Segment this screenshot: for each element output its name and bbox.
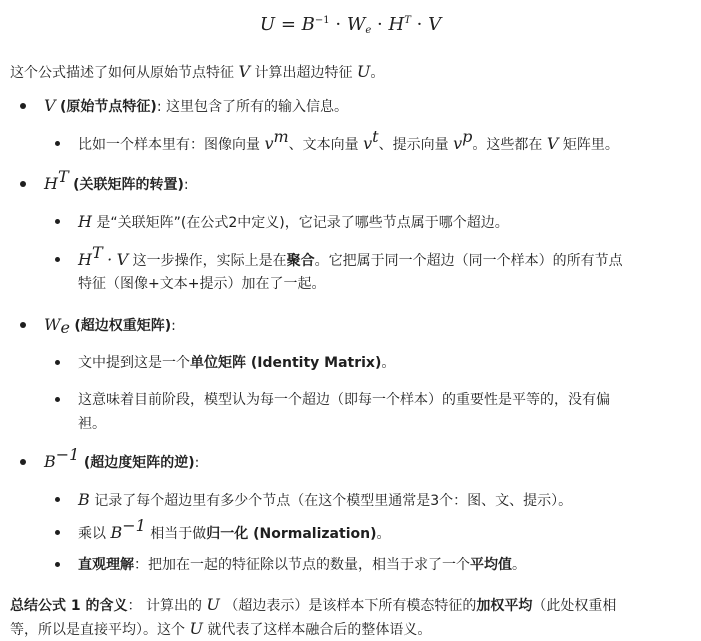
bullet <box>55 562 60 567</box>
bullet <box>20 103 26 109</box>
list-item-we-sub2 <box>78 390 610 410</box>
list-item-ht-sub1 <box>78 212 509 233</box>
intro-text-3: 。 <box>370 65 385 81</box>
text: 这一步操作，实际上是在 <box>132 253 287 269</box>
text: 。它把属于同一个超边（同一个样本）的所有节点 <box>314 253 623 269</box>
bullet <box>55 497 60 502</box>
text: 是“关联矩阵”(在公式2中定义)，它记录了哪些节点属于哪个超边。 <box>96 215 509 231</box>
text: 这意味着目前阶段，模型认为每一个超边（即每一个样本）的重要性是平等的，没有偏 <box>78 392 610 408</box>
text: 记录了每个超边里有多少个节点（在这个模型里通常是3个：图、文、提示）。 <box>94 493 573 509</box>
v-title: (原始节点特征) <box>60 99 157 115</box>
v-t-symbol: v <box>363 134 373 153</box>
list-item-binv-sub3 <box>78 555 526 575</box>
text: （超边表示）是该样本下所有模态特征的 <box>224 598 477 614</box>
list-item-we-sub2-cont <box>78 414 106 434</box>
text: ： 计算出的 <box>127 598 202 614</box>
binv-title: (超边度矩阵的逆) <box>83 455 195 471</box>
text: : <box>171 318 176 334</box>
formula-dot-3: · <box>416 14 423 35</box>
u-symbol: U <box>206 595 220 614</box>
formula-w: W <box>346 14 366 35</box>
v-p-sup: p <box>462 127 473 146</box>
formula-h-sup: T <box>404 15 411 26</box>
ht-sup: T <box>57 167 69 186</box>
b-sup: −1 <box>122 516 146 535</box>
u-symbol: U <box>189 619 203 638</box>
intro-v: V <box>238 62 251 81</box>
formula-dot-1: · <box>335 14 342 35</box>
v-symbol: V <box>44 96 56 115</box>
list-item-ht <box>44 167 189 195</box>
bullet <box>55 219 60 224</box>
list-item-binv <box>44 445 200 473</box>
we-symbol: W <box>44 315 61 334</box>
v-desc: : 这里包含了所有的输入信息。 <box>156 99 348 115</box>
formula-equals: = <box>280 14 296 35</box>
summary-paragraph-cont <box>10 619 431 640</box>
formula-b: B <box>301 14 315 35</box>
formula-h: H <box>388 14 405 35</box>
dot: · <box>107 250 113 269</box>
text: 就代表了这样本融合后的整体语义。 <box>207 622 432 638</box>
intro-u: U <box>356 62 371 81</box>
formula-u: U <box>259 14 276 35</box>
b-symbol: B <box>78 490 90 509</box>
binv-sup: −1 <box>55 445 80 464</box>
text: 乘以 <box>78 526 106 542</box>
binv-symbol: B <box>44 452 56 471</box>
bullet <box>20 459 26 465</box>
text: 相当于做 <box>150 526 207 542</box>
summary-paragraph <box>10 595 616 616</box>
text: 特征（图像+文本+提示）加在了一起。 <box>78 276 326 292</box>
text: : <box>194 455 200 471</box>
we-sub: e <box>60 318 70 337</box>
bold-text: 平均值 <box>470 557 512 573</box>
text: ：把加在一起的特征除以节点的数量，相当于求了一个 <box>134 557 470 573</box>
h-symbol: H <box>78 250 92 269</box>
b-symbol: B <box>110 523 123 542</box>
text: 文中提到这是一个 <box>78 355 190 371</box>
text: 、文本向量 <box>288 137 359 153</box>
text: 比如一个样本里有：图像向量 <box>78 137 260 153</box>
h-sup: T <box>91 243 103 262</box>
bold-text: 归一化 (Normalization) <box>206 526 377 542</box>
v-m-symbol: v <box>264 134 274 153</box>
intro-text-2: 计算出超边特征 <box>254 65 353 81</box>
text: 。这些都在 <box>472 137 543 153</box>
text: 。 <box>381 355 396 371</box>
list-item-ht-sub2-cont <box>78 274 325 294</box>
bold-text: 加权平均 <box>476 598 533 614</box>
v-p-symbol: v <box>453 134 463 153</box>
text: 矩阵里。 <box>562 137 619 153</box>
list-item-v <box>44 96 348 117</box>
list-item-we-sub1 <box>78 353 395 373</box>
formula-dot-2: · <box>377 14 383 35</box>
bold-text: 直观理解 <box>78 557 134 573</box>
text: : <box>183 177 189 193</box>
list-item-ht-sub2 <box>78 243 623 271</box>
text: 等，所以是直接平均）。这个 <box>10 622 185 638</box>
formula-v: V <box>428 14 442 35</box>
v-m-sup: m <box>273 127 289 146</box>
v-symbol: V <box>116 250 129 269</box>
text: 、提示向量 <box>378 137 449 153</box>
bullet <box>20 322 26 328</box>
v-t-sup: t <box>372 127 379 146</box>
bullet <box>55 530 60 535</box>
ht-title: (关联矩阵的转置) <box>73 177 184 193</box>
intro-paragraph <box>10 62 384 83</box>
bold-text: 单位矩阵 (Identity Matrix) <box>190 355 382 371</box>
formula-b-exp: −1 <box>314 15 330 26</box>
bold-text: 聚合 <box>286 253 315 269</box>
text: 。 <box>512 557 526 573</box>
list-item-binv-sub1 <box>78 490 572 511</box>
bullet <box>20 181 26 187</box>
bullet <box>55 397 60 402</box>
summary-title: 总结公式 1 的含义 <box>10 598 128 614</box>
text: 。 <box>376 526 391 542</box>
h-symbol: H <box>78 212 92 231</box>
text: 袒。 <box>78 416 106 432</box>
bullet <box>55 360 60 365</box>
list-item-binv-sub2 <box>78 516 391 544</box>
formula-1 <box>0 14 701 35</box>
list-item-v-sub1 <box>78 127 619 155</box>
formula-w-sub: e <box>365 25 372 36</box>
intro-text-1: 这个公式描述了如何从原始节点特征 <box>10 65 234 81</box>
bullet <box>55 141 60 146</box>
ht-symbol: H <box>44 174 58 193</box>
bullet <box>55 257 60 262</box>
v-symbol: V <box>546 134 559 153</box>
we-title: (超边权重矩阵) <box>74 318 172 334</box>
text: （此处权重相 <box>532 598 617 614</box>
list-item-we <box>44 315 176 336</box>
